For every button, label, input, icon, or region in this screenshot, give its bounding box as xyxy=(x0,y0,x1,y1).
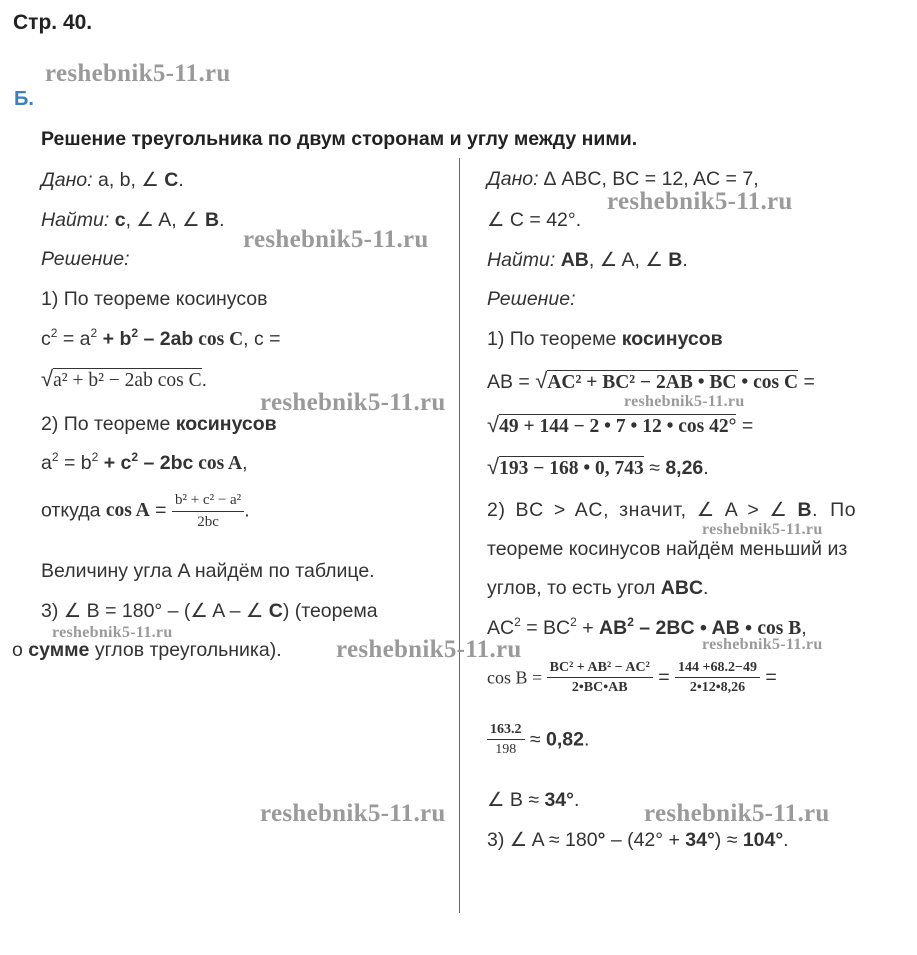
watermark: reshebnik5-11.ru xyxy=(52,624,173,641)
r-step3-34: 34° xyxy=(685,829,715,851)
r-step3-a: 3) ∠ A ≈ 180 xyxy=(487,829,598,851)
eq2-c: c xyxy=(120,452,132,474)
right-step2 xyxy=(487,498,856,522)
right-step2-line2: теореме косинусов найдём меньший из xyxy=(487,538,848,560)
r-eq-ac: AC xyxy=(487,617,515,639)
left-sqrt1: √a² + b² − 2ab cos C. xyxy=(41,366,207,391)
r-frac3-den: 198 xyxy=(495,742,517,758)
r-step3-c: – (42° + xyxy=(605,829,686,851)
r-find-end: . xyxy=(682,249,688,271)
r-step1-bold: косинусов xyxy=(621,328,723,350)
eq2-b: = b xyxy=(58,452,92,474)
left-step3 xyxy=(41,599,378,623)
eq2-a: a xyxy=(41,452,52,474)
eq1-b: b xyxy=(119,328,132,350)
find-bold: c xyxy=(114,209,126,231)
r-angle-b-value: 34° xyxy=(544,789,574,811)
r-eq-plus: + xyxy=(576,617,600,639)
r-step2-tail: . По xyxy=(812,499,857,521)
r-eq-cos: cos B xyxy=(757,618,802,639)
r-result1: 8,26 xyxy=(665,457,704,479)
left-solution-label: Решение: xyxy=(41,248,130,270)
find-label: Найти: xyxy=(41,209,110,231)
r-frac1-den: 2•BC•AB xyxy=(571,680,628,696)
r-find-b: B xyxy=(668,249,683,271)
left-whence xyxy=(41,492,250,530)
step2-bold: косинусов xyxy=(175,413,277,435)
eq1-c: c xyxy=(41,328,51,350)
column-divider xyxy=(459,158,460,913)
find-bold2: B xyxy=(204,209,220,231)
r-ab-eq: AB = xyxy=(487,371,536,393)
fraction-end: . xyxy=(244,499,250,522)
r-find-text: , ∠ A, ∠ xyxy=(588,249,669,271)
section-label: Б. xyxy=(14,88,34,110)
sqrt1-end: . xyxy=(201,369,207,391)
right-cos-eq: $AC^2 = BC^2 + AB^2 - 2BC$ • AB • cos B, xyxy=(487,615,807,639)
r-step2-bold: B xyxy=(797,499,813,521)
step3-sum: сумме xyxy=(28,639,90,661)
left-given xyxy=(41,168,184,192)
right-sqrt3-line: √193 − 168 • 0, 743 ≈ 8,26. xyxy=(487,454,709,479)
left-eq2: $a^2 = b^2 + c^2 - 2bc$ cos A, xyxy=(41,450,248,474)
r-step3-104: 104° xyxy=(742,829,784,851)
step3-text: 3) ∠ B = 180° – (∠ A – ∠ xyxy=(41,600,269,622)
eq1-cos: cos C xyxy=(193,329,244,350)
watermark: reshebnik5-11.ru xyxy=(702,521,823,538)
whence-cos: cos A xyxy=(105,500,150,521)
r-result2: 0,82 xyxy=(546,728,584,751)
r-step3-end: . xyxy=(783,829,789,851)
r-find-ab: AB xyxy=(555,249,589,271)
r-step2-l3-text: углов, то есть угол xyxy=(487,577,661,599)
r-given-text: ∆ ABC, BC = 12, AC = 7, xyxy=(538,168,759,190)
fraction-numerator: b² + c² − a² xyxy=(172,492,244,512)
page-header: Стр. 40. xyxy=(13,11,93,34)
eq2-plus: + xyxy=(98,452,121,474)
r-eq-end: , xyxy=(801,617,807,639)
find-end: . xyxy=(219,209,225,231)
r-sqrt2: 49 + 144 − 2 • 7 • 12 • cos 42° xyxy=(499,416,737,437)
right-approx-line xyxy=(487,722,589,758)
right-step1 xyxy=(487,328,723,351)
r-step2-l3-end: . xyxy=(703,577,709,599)
r-cosb: cos B = xyxy=(487,667,547,688)
watermark: reshebnik5-11.ru xyxy=(336,636,522,663)
r-frac2 xyxy=(675,660,760,696)
fraction-denominator: 2bc xyxy=(197,513,219,530)
watermark: reshebnik5-11.ru xyxy=(45,60,231,87)
r-angle-b-text: ∠ B ≈ xyxy=(487,789,545,811)
eq2-cos: cos A xyxy=(193,453,243,474)
r-angle-b-end: . xyxy=(573,789,580,811)
step3-bold: C xyxy=(268,600,283,622)
r-eq-sign: = xyxy=(652,666,676,689)
r-approx2: ≈ xyxy=(524,728,547,751)
eq1-a: = a xyxy=(57,328,91,350)
eq2-end: , xyxy=(242,452,248,474)
given-end: . xyxy=(178,169,184,191)
watermark: reshebnik5-11.ru xyxy=(260,800,446,827)
given-label: Дано: xyxy=(41,169,93,191)
right-sqrt2-line: √49 + 144 − 2 • 7 • 12 • cos 42° = xyxy=(487,412,754,437)
step3-o: о xyxy=(12,639,29,661)
r-eq-final: = xyxy=(759,666,777,689)
r-given-label: Дано: xyxy=(487,168,539,190)
r-step3-deg: ° xyxy=(597,829,606,851)
left-step2 xyxy=(41,413,277,436)
r-sqrt2-end: = xyxy=(736,415,754,437)
step3-end: углов треугольника). xyxy=(89,639,282,661)
eq1-c-eq: , c = xyxy=(243,328,281,350)
r-result2-end: . xyxy=(584,728,590,751)
r-result1-end: . xyxy=(703,457,709,479)
watermark: reshebnik5-11.ru xyxy=(702,636,823,653)
r-step2-l3-bold: ABC xyxy=(660,577,704,599)
cos-a-fraction xyxy=(172,492,244,530)
sqrt1-content: a² + b² − 2ab cos C xyxy=(53,370,202,391)
r-step3-e: ) ≈ xyxy=(714,829,743,851)
r-step1-text: 1) По теореме xyxy=(487,328,622,350)
r-frac3-num: 163.2 xyxy=(487,722,525,740)
left-find xyxy=(41,208,224,232)
watermark: reshebnik5-11.ru xyxy=(644,800,830,827)
given-text: a, b, ∠ xyxy=(98,169,159,191)
left-eq1: $c^2 = a^2 + b^2 - 2ab$ cos C, c = xyxy=(41,326,281,350)
r-find-label: Найти: xyxy=(487,249,556,271)
left-table-line: Величину угла A найдём по таблице. xyxy=(41,560,375,582)
r-eq-2bc: – 2BC • AB • xyxy=(633,617,758,639)
watermark: reshebnik5-11.ru xyxy=(607,188,793,215)
r-frac1-num: BC² + AB² − AC² xyxy=(547,660,653,678)
right-step2-line3 xyxy=(487,577,708,600)
r-eq-ab: AB xyxy=(599,617,628,639)
r-frac1 xyxy=(547,660,653,696)
right-given-line2: ∠ C = 42°. xyxy=(487,209,582,231)
watermark: reshebnik5-11.ru xyxy=(243,226,429,253)
right-angle-b xyxy=(487,788,579,812)
r-sqrt1: AC² + BC² − 2AB • BC • cos C xyxy=(547,372,799,393)
r-approx1: ≈ xyxy=(643,457,666,479)
right-cosb-fractions xyxy=(487,660,777,696)
r-frac3 xyxy=(487,722,525,758)
r-step2-text: 2) BC > AC, значит, ∠ A > ∠ xyxy=(487,499,798,521)
watermark: reshebnik5-11.ru xyxy=(260,389,446,416)
step2-text: 2) По теореме xyxy=(41,413,176,435)
whence-text: откуда xyxy=(41,499,106,522)
eq2-2bc: – 2bc xyxy=(138,452,194,474)
eq1-plus: + xyxy=(97,328,120,350)
right-find xyxy=(487,248,688,272)
r-sqrt1-end: = xyxy=(798,371,815,393)
right-solution-label: Решение: xyxy=(487,288,576,310)
right-step3 xyxy=(487,828,789,852)
r-frac2-den: 2•12•8,26 xyxy=(689,680,746,696)
problem-title: Решение треугольника по двум сторонам и углу между ними. xyxy=(41,128,638,150)
r-frac2-num: 144 +68.2−49 xyxy=(675,660,760,678)
step3-tail: ) (теорема xyxy=(282,600,378,622)
left-step3-line2 xyxy=(12,639,282,662)
r-eq-bc: = BC xyxy=(520,617,571,639)
given-bold: C xyxy=(164,169,179,191)
whence-eq: = xyxy=(149,499,172,522)
right-ab-sqrt: AB = √AC² + BC² − 2AB • BC • cos C = xyxy=(487,368,815,393)
find-text: , ∠ A, ∠ xyxy=(125,209,200,231)
watermark: reshebnik5-11.ru xyxy=(624,393,745,410)
eq1-2ab: – 2ab xyxy=(138,328,194,350)
left-step1: 1) По теореме косинусов xyxy=(41,288,268,310)
r-sqrt3: 193 − 168 • 0, 743 xyxy=(499,458,644,479)
